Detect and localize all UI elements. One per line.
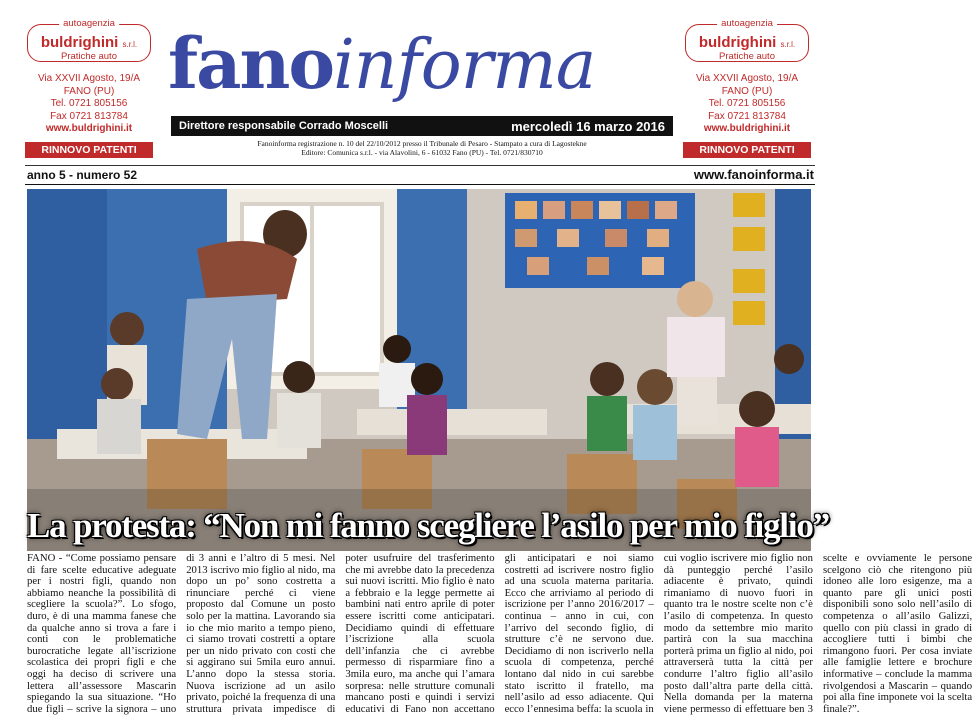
issue-date: mercoledì 16 marzo 2016 [511, 118, 665, 134]
ad-bar: RINNOVO PATENTI [25, 142, 153, 158]
ad-web[interactable]: www.buldrighini.it [703, 123, 791, 134]
ad-contacts [25, 73, 153, 136]
divider [25, 184, 815, 185]
ad-tel: Tel. 0721 805156 [708, 98, 786, 109]
divider [25, 165, 815, 166]
publisher-line: Editore: Comunica s.r.l. - via Alavolini, 6 - 61032 Fano (PU) - Tel. 0721/830710 [301, 148, 543, 157]
classroom-photo [27, 189, 829, 551]
ad-sub-line: Pratiche auto [61, 51, 117, 62]
ad-left[interactable] [25, 18, 153, 156]
website-link[interactable]: www.fanoinforma.it [693, 167, 814, 182]
ad-name: buldrighini s.r.l. [40, 34, 138, 51]
registration-info [171, 139, 673, 157]
ad-fax: Fax 0721 813784 [708, 110, 786, 122]
ad-city: FANO (PU) [63, 85, 115, 97]
ad-tel: Tel. 0721 805156 [50, 98, 128, 109]
ad-name: buldrighini s.r.l. [698, 34, 796, 51]
logo-bold-text: fano [168, 22, 334, 105]
headline: La protesta: “Non mi fanno scegliere l’asilo per mio figlio” [27, 506, 829, 545]
ad-bar: RINNOVO PATENTI [683, 142, 811, 158]
ad-right[interactable] [683, 18, 811, 156]
ad-address: Via XXVII Agosto, 19/A [37, 73, 141, 84]
director-line: Direttore responsabile Corrado Moscelli [179, 120, 389, 132]
logo-italic-text: informa [333, 26, 596, 105]
ad-address: Via XXVII Agosto, 19/A [695, 73, 799, 84]
ad-top-line: autoagenzia [59, 18, 119, 29]
ad-logo [27, 18, 151, 62]
article-body: FANO - “Come possiamo pensare di fare scelte educative adeguate per i nostri figli, quando non abbiamo neanche la possibilità di scegliere la scuola?”. Lo sfogo, duro, è di una mamma fanese che da qualche anno si trova a fare i conti con le problematiche burocratiche legate all’iscrizione scolastica dei propri figli e che oggi ha deciso di scrivere una lettera all’assessore Mascarin spiegando la sua situazione. “Ho due figli – scrive la signora – uno di 3 anni e l’altro di 5 mesi. Nel 2013 iscrivo mio figlio al nido, ma dopo un po’ sono costretta a rinunciare perché ci viene proposto dal Comune un posto solo per la mattina. Lavorando sia io che mio marito a tempo pieno, ci siamo trovati costretti a optare per un nido privato con costi che si aggirano sui 5mila euro annui. L’anno dopo la stessa storia. Nuova iscrizione ad un asilo privato, poiché la frequenza di una struttura privata impedisce di poter usufruire del trasferimento che mi avrebbe dato la precedenza sui nuovi iscritti. Mio figlio è nato a febbraio e la legge permette ai bambini nati entro aprile di poter essere iscritti come anticipatari. Decidiamo quindi di effettuare l’iscrizione alla scuola dell’infanzia che ci avrebbe permesso di risparmiare fino a 3mila euro, ma anche qui l’amara sorpresa: nelle strutture comunali mancano posti e quindi i servizi educativi di Fano non accettano gli anticipatari e noi siamo costretti ad iscrivere nostro figlio ad una scuola materna paritaria. Ecco che arriviamo al periodo di iscrizione per l’anno 2016/2017 – continua – anno in cui, con l’arrivo del secondo figlio, di strutture c’è ne servono due. Decidiamo di non iscriverlo nella scuola di competenza, perché lontano dal nido in cui sarebbe stato iscritto il fratello, ma nell’asilo ad esso adiacente. Qui ecco l’ennesima beffa: la scuola in cui voglio iscrivere mio figlio non dà punteggio perché l’asilo adiacente è privato, quindi rimaniamo di nuovo fuori in quanto tra le nostre scelte non c’è l’asilo di competenza. In questo modo da settembre mio marito partirà con la sua macchina porterà prima un figlio al nido, poi attraverserà tutta la città per condurre l’altro figlio all’asilo posto dall’altra parte della città. Nella domanda per la materna viene permesso di effettuare ben 3 scelte e ovviamente le persone scelgono ciò che ritengono più idoneo alle loro esigenze, ma a quanto pare gli unici posti disponibili sono solo nell’asilo di competenza o all’asilo Galizzi, quello con più classi in grado di accogliere tutti i bimbi che rimangono fuori. Per cosa inviate alle famiglie lettere e brochure informative – conclude la mamma rivolgendosi a Mascarin – quando poi alla fine imponete voi la scelta finale?”. [27, 552, 972, 715]
masthead-band [171, 116, 673, 136]
ad-sub-line: Pratiche auto [719, 51, 775, 62]
article-photo [27, 189, 829, 551]
ad-fax: Fax 0721 813784 [50, 110, 128, 122]
ad-web[interactable]: www.buldrighini.it [45, 123, 133, 134]
masthead-logo[interactable] [168, 22, 676, 112]
registration-line: Fanoinforma registrazione n. 10 del 22/10/2012 presso il Tribunale di Pesaro - Stampato a cura di Lagostekne [257, 139, 587, 148]
ad-contacts [683, 73, 811, 136]
ad-logo [685, 18, 809, 62]
ad-city: FANO (PU) [721, 85, 773, 97]
issue-number: anno 5 - numero 52 [27, 168, 138, 182]
ad-top-line: autoagenzia [717, 18, 777, 29]
